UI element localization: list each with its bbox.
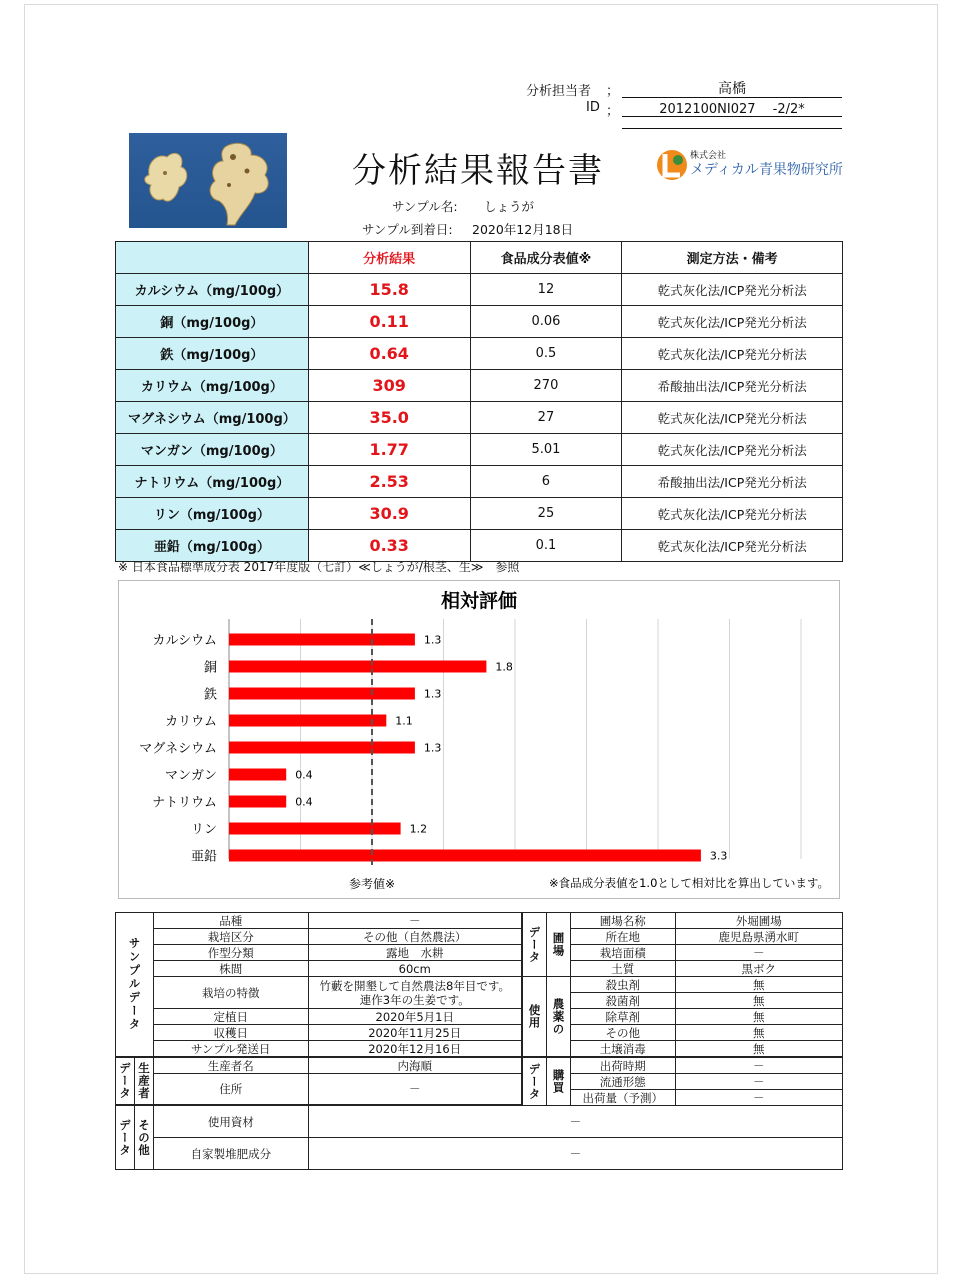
field-label: サンプル発送日 xyxy=(153,1041,308,1057)
results-header-method: 測定方法・備考 xyxy=(622,242,843,274)
row-method: 乾式灰化法/ICP発光分析法 xyxy=(622,338,843,370)
row-standard: 5.01 xyxy=(470,434,622,466)
field-label: 土壌消毒 xyxy=(570,1041,675,1057)
field-label: 収穫日 xyxy=(153,1025,308,1041)
bar xyxy=(229,850,701,862)
field-value: － xyxy=(308,1106,842,1138)
category-label: マンガン xyxy=(164,768,217,784)
field-label: 生産者名 xyxy=(153,1058,308,1074)
row-result: 0.64 xyxy=(308,338,470,370)
chart-footnote: ※食品成分表値を1.0として相対比を算出しています。 xyxy=(548,876,829,890)
sample-data-section-label: サンプルデータ xyxy=(116,913,154,1057)
pesticide-inner-label: 農薬の xyxy=(546,977,570,1057)
field-value: 内海順 xyxy=(308,1058,521,1074)
table-row xyxy=(116,434,843,466)
field-value: その他（自然農法） xyxy=(308,929,522,945)
sample-arrival-label: サンプル到着日: xyxy=(362,222,453,237)
field-value: 外堀圃場 xyxy=(675,913,842,929)
row-method: 乾式灰化法/ICP発光分析法 xyxy=(622,402,843,434)
row-result: 15.8 xyxy=(308,274,470,306)
bar xyxy=(229,769,286,781)
table-row xyxy=(116,498,843,530)
field-label: 定植日 xyxy=(153,1009,308,1025)
producer-outer-label: データ xyxy=(116,1058,135,1105)
field-value: － xyxy=(308,1138,842,1170)
data-label: 0.4 xyxy=(295,795,313,809)
logo-company-type: 株式会社 xyxy=(690,151,727,161)
row-result: 2.53 xyxy=(308,466,470,498)
bar xyxy=(229,634,415,646)
field-value: － xyxy=(308,913,522,929)
field-value: 黒ボク xyxy=(675,961,842,977)
data-label: 3.3 xyxy=(709,849,728,863)
row-method: 乾式灰化法/ICP発光分析法 xyxy=(622,498,843,530)
field-label: 自家製堆肥成分 xyxy=(153,1138,308,1170)
row-standard: 0.06 xyxy=(470,306,622,338)
sample-name-label: サンプル名: xyxy=(392,199,458,214)
bar xyxy=(229,796,286,808)
other-data-table xyxy=(115,1105,843,1170)
field-label: 作型分類 xyxy=(153,945,308,961)
field-value: － xyxy=(675,1074,842,1090)
reference-note: ※ 日本食品標準成分表 2017年度版（七訂）≪しょうが/根茎、生≫ 参照 xyxy=(118,560,520,574)
field-label: 所在地 xyxy=(570,929,675,945)
row-standard: 0.5 xyxy=(470,338,622,370)
data-label: 1.3 xyxy=(423,633,442,647)
row-standard: 12 xyxy=(470,274,622,306)
data-label: 1.1 xyxy=(395,714,413,728)
row-result: 35.0 xyxy=(308,402,470,434)
field-label: 栽培の特徴 xyxy=(153,977,308,1009)
field-value: 露地 水耕 xyxy=(308,945,522,961)
field-value: 無 xyxy=(675,977,842,993)
data-label: 1.2 xyxy=(409,822,428,836)
field-value: － xyxy=(675,1058,842,1074)
row-method: 乾式灰化法/ICP発光分析法 xyxy=(622,306,843,338)
row-label: 銅（mg/100g） xyxy=(116,306,309,338)
category-label: 鉄 xyxy=(203,687,217,703)
relative-chart xyxy=(119,581,839,898)
row-label: マンガン（mg/100g） xyxy=(116,434,309,466)
bar xyxy=(229,661,486,673)
row-label: 鉄（mg/100g） xyxy=(116,338,309,370)
pesticide-data-table xyxy=(522,976,843,1057)
farm-data-table xyxy=(522,912,843,977)
id-label: ID xyxy=(586,100,600,115)
field-value: 2020年12月16日 xyxy=(308,1041,522,1057)
sample-name-value: しょうが xyxy=(484,199,535,214)
row-method: 乾式灰化法/ICP発光分析法 xyxy=(622,274,843,306)
field-label: 土質 xyxy=(570,961,675,977)
bar xyxy=(229,823,401,835)
relative-chart-frame xyxy=(118,580,840,899)
field-label: 栽培面積 xyxy=(570,945,675,961)
table-row xyxy=(116,274,843,306)
category-label: カリウム xyxy=(165,714,217,730)
field-label: 住所 xyxy=(153,1074,308,1105)
category-label: ナトリウム xyxy=(152,795,217,811)
table-row xyxy=(116,370,843,402)
id-value: 2012100NI027 -2/2* xyxy=(622,98,842,117)
pesticide-outer-label: 使用 xyxy=(523,977,547,1057)
row-result: 309 xyxy=(308,370,470,402)
analyst-label: 分析担当者 xyxy=(526,84,592,99)
category-label: 亜鉛 xyxy=(190,849,217,865)
data-label: 1.3 xyxy=(423,687,442,701)
farm-inner-label: 圃場 xyxy=(546,913,570,977)
field-label: 出荷時期 xyxy=(570,1058,675,1074)
reference-label: 参考値※ xyxy=(348,877,396,891)
other-inner-label: その他 xyxy=(134,1106,153,1170)
results-header-blank xyxy=(116,242,309,274)
analyst-value: 高橋 xyxy=(622,78,842,98)
sample-arrival-value: 2020年12月18日 xyxy=(472,222,574,237)
header-rule xyxy=(622,128,842,129)
row-standard: 270 xyxy=(470,370,622,402)
row-result: 0.11 xyxy=(308,306,470,338)
field-label: 品種 xyxy=(153,913,308,929)
field-value: 60cm xyxy=(308,961,522,977)
analyst-separator: ； xyxy=(606,84,620,99)
field-label: 流通形態 xyxy=(570,1074,675,1090)
field-value: 鹿児島県湧水町 xyxy=(675,929,842,945)
field-label: 除草剤 xyxy=(570,1009,675,1025)
field-value: 無 xyxy=(675,993,842,1009)
row-label: リン（mg/100g） xyxy=(116,498,309,530)
table-row xyxy=(116,466,843,498)
row-standard: 25 xyxy=(470,498,622,530)
bar xyxy=(229,688,415,700)
bar xyxy=(229,742,415,754)
data-label: 1.3 xyxy=(423,741,442,755)
producer-inner-label: 生産者 xyxy=(134,1058,153,1105)
field-label: 殺菌剤 xyxy=(570,993,675,1009)
row-standard: 6 xyxy=(470,466,622,498)
logo-company-name: メディカル青果物研究所 xyxy=(690,162,843,178)
producer-data-table xyxy=(115,1057,522,1105)
field-label: 圃場名称 xyxy=(570,913,675,929)
other-outer-label: データ xyxy=(116,1106,135,1170)
data-label: 0.4 xyxy=(295,768,313,782)
row-result: 1.77 xyxy=(308,434,470,466)
sample-data-table xyxy=(115,912,522,1057)
row-label: 亜鉛（mg/100g） xyxy=(116,530,309,562)
table-row xyxy=(116,402,843,434)
field-label: 株間 xyxy=(153,961,308,977)
purchase-data-table xyxy=(522,1057,843,1106)
row-label: カルシウム（mg/100g） xyxy=(116,274,309,306)
field-value: 2020年5月1日 xyxy=(308,1009,522,1025)
row-method: 乾式灰化法/ICP発光分析法 xyxy=(622,434,843,466)
field-value: 無 xyxy=(675,1025,842,1041)
row-result: 0.33 xyxy=(308,530,470,562)
company-logo xyxy=(656,148,843,186)
purchase-outer-label: データ xyxy=(523,1058,547,1106)
results-header-standard: 食品成分表値※ xyxy=(470,242,622,274)
company-logo-icon xyxy=(656,148,688,182)
farm-outer-label: データ xyxy=(523,913,547,977)
field-value: － xyxy=(308,1074,521,1105)
category-label: カルシウム xyxy=(152,633,217,649)
bar xyxy=(229,715,386,727)
field-label: 使用資材 xyxy=(153,1106,308,1138)
row-method: 希酸抽出法/ICP発光分析法 xyxy=(622,466,843,498)
field-value: 無 xyxy=(675,1041,842,1057)
field-value: － xyxy=(675,1090,842,1106)
purchase-inner-label: 購買 xyxy=(546,1058,570,1106)
row-standard: 0.1 xyxy=(470,530,622,562)
row-label: マグネシウム（mg/100g） xyxy=(116,402,309,434)
field-value: 無 xyxy=(675,1009,842,1025)
results-header-row xyxy=(116,242,843,274)
table-row xyxy=(116,530,843,562)
id-separator: ； xyxy=(606,104,620,119)
field-label: 栽培区分 xyxy=(153,929,308,945)
row-label: カリウム（mg/100g） xyxy=(116,370,309,402)
results-table xyxy=(115,241,843,562)
row-method: 希酸抽出法/ICP発光分析法 xyxy=(622,370,843,402)
table-row xyxy=(116,338,843,370)
field-value: 2020年11月25日 xyxy=(308,1025,522,1041)
field-label: 出荷量（予測） xyxy=(570,1090,675,1106)
results-header-result: 分析結果 xyxy=(308,242,470,274)
data-label: 1.8 xyxy=(495,660,513,674)
field-label: その他 xyxy=(570,1025,675,1041)
row-method: 乾式灰化法/ICP発光分析法 xyxy=(622,530,843,562)
category-label: リン xyxy=(190,822,217,838)
chart-title: 相対評価 xyxy=(440,590,518,612)
row-standard: 27 xyxy=(470,402,622,434)
field-value: 竹藪を開墾して自然農法8年目です。 連作3年の生姜です。 xyxy=(308,977,522,1009)
field-value: － xyxy=(675,945,842,961)
page-title: 分析結果報告書 xyxy=(352,151,604,191)
field-label: 殺虫剤 xyxy=(570,977,675,993)
row-result: 30.9 xyxy=(308,498,470,530)
ginger-photo xyxy=(129,133,287,228)
category-label: マグネシウム xyxy=(139,741,217,757)
table-row xyxy=(116,306,843,338)
row-label: ナトリウム（mg/100g） xyxy=(116,466,309,498)
category-label: 銅 xyxy=(203,660,217,676)
